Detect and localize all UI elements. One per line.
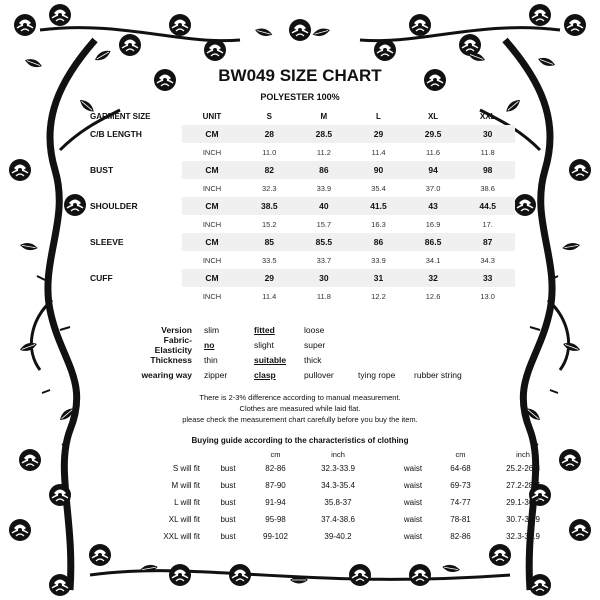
value-cell: 33.7	[316, 255, 332, 265]
guide-inch: 35.8-37	[324, 498, 352, 507]
value-cell: 87	[460, 233, 515, 251]
value-cell: 85	[242, 233, 297, 251]
table-row	[90, 197, 515, 215]
guide-inch: 39-40.2	[324, 532, 352, 541]
size-table-header	[90, 107, 515, 125]
value-cell: 41.5	[351, 197, 406, 215]
attribute-option: rubber string	[414, 369, 462, 380]
attribute-option-selected: suitable	[254, 354, 287, 365]
measure-label: SHOULDER	[90, 201, 138, 211]
unit-cell: INCH	[202, 219, 222, 229]
guide-cm: 64-68	[450, 464, 471, 473]
value-cell: 16.9	[425, 219, 441, 229]
note-line: Clothes are measured while laid flat.	[239, 404, 361, 413]
value-cell: 11.2	[316, 147, 331, 157]
value-cell: 11.0	[262, 147, 277, 157]
note-line: please check the measurement chart carefully before you buy the item.	[182, 415, 418, 424]
attribute-option: slight	[254, 339, 274, 350]
guide-inch: 37.4-38.6	[321, 515, 355, 524]
chart-title: BW049 SIZE CHART	[218, 66, 382, 85]
unit-cell: INCH	[202, 147, 222, 157]
value-cell: 37.0	[425, 183, 441, 193]
value-cell: 11.6	[426, 147, 441, 157]
guide-cm: 69-73	[450, 481, 471, 490]
value-cell: 98	[460, 161, 515, 179]
value-cell: 30	[460, 125, 515, 143]
guide-cm: 82-86	[265, 464, 286, 473]
value-cell: 12.2	[371, 291, 386, 301]
value-cell: 33.9	[371, 255, 386, 265]
attribute-thickness	[130, 352, 484, 367]
buying-guide-table	[140, 448, 558, 545]
table-row	[90, 251, 515, 269]
measure-label: BUST	[90, 165, 114, 175]
attribute-option: slim	[204, 324, 220, 335]
value-cell: 32	[406, 269, 461, 287]
value-cell: 33.9	[316, 183, 332, 193]
value-cell: 29.5	[406, 125, 461, 143]
guide-part: bust	[220, 498, 236, 507]
value-cell: 86	[297, 161, 352, 179]
attribute-option: thin	[204, 354, 218, 365]
guide-col-cm: cm	[270, 449, 281, 459]
unit-cell: CM	[182, 269, 242, 287]
guide-col-inch: inch	[331, 449, 345, 459]
guide-cm: 95-98	[265, 515, 286, 524]
table-row	[90, 179, 515, 197]
guide-part: bust	[220, 532, 236, 541]
guide-cm: 99-102	[263, 532, 288, 541]
table-row	[90, 161, 515, 179]
guide-size: L will fit	[174, 498, 200, 507]
col-header: GARMENT SIZE	[90, 111, 151, 121]
value-cell: 31	[351, 269, 406, 287]
guide-inch: 32.3-33.9	[506, 532, 540, 541]
guide-row	[140, 460, 558, 477]
guide-part: waist	[403, 481, 423, 490]
guide-col-cm: cm	[455, 449, 466, 459]
value-cell: 43	[406, 197, 461, 215]
measure-label: C/B LENGTH	[90, 129, 142, 139]
guide-inch: 25.2-26.8	[506, 464, 540, 473]
attribute-elasticity	[130, 334, 484, 355]
value-cell: 82	[242, 161, 297, 179]
table-row	[90, 125, 515, 143]
value-cell: 35.4	[371, 183, 386, 193]
unit-cell: CM	[182, 125, 242, 143]
guide-cm: 78-81	[450, 515, 471, 524]
value-cell: 28.5	[297, 125, 352, 143]
guide-inch: 34.3-35.4	[321, 481, 355, 490]
table-row	[90, 269, 515, 287]
value-cell: 28	[242, 125, 297, 143]
value-cell: 94	[406, 161, 461, 179]
value-cell: 85.5	[297, 233, 352, 251]
attribute-option-selected: fitted	[254, 324, 275, 335]
col-header: XXL	[479, 111, 496, 121]
guide-size: XXL will fit	[163, 532, 200, 541]
value-cell: 29	[242, 269, 297, 287]
guide-row	[140, 528, 558, 545]
value-cell: 15.7	[316, 219, 332, 229]
value-cell: 15.2	[261, 219, 277, 229]
guide-part: waist	[403, 515, 423, 524]
value-cell: 90	[351, 161, 406, 179]
unit-cell: INCH	[202, 291, 222, 301]
table-row	[90, 143, 515, 161]
guide-row	[140, 477, 558, 494]
col-header: UNIT	[202, 111, 222, 121]
value-cell: 44.5	[460, 197, 515, 215]
value-cell: 17.	[482, 219, 493, 229]
measure-label: SLEEVE	[90, 237, 124, 247]
value-cell: 40	[297, 197, 352, 215]
guide-size: M will fit	[171, 481, 200, 490]
guide-inch: 30.7-31.9	[506, 515, 540, 524]
value-cell: 38.5	[242, 197, 297, 215]
guide-cm: 82-86	[450, 532, 471, 541]
unit-cell: INCH	[202, 183, 222, 193]
attribute-option-selected: no	[204, 339, 215, 350]
attribute-option-selected: clasp	[254, 369, 276, 380]
unit-cell: INCH	[202, 255, 222, 265]
guide-cm: 87-90	[265, 481, 286, 490]
guide-part: bust	[220, 481, 236, 490]
guide-part: waist	[403, 464, 423, 473]
unit-cell: CM	[182, 197, 242, 215]
value-cell: 16.3	[371, 219, 386, 229]
table-row	[90, 215, 515, 233]
value-cell: 86	[351, 233, 406, 251]
attribute-label: Thickness	[150, 354, 192, 365]
garment-attributes	[130, 322, 484, 382]
measurement-notes	[0, 392, 600, 425]
guide-inch: 32.3-33.9	[321, 464, 355, 473]
attribute-option: thick	[304, 354, 322, 365]
value-cell: 32.3	[261, 183, 277, 193]
value-cell: 86.5	[406, 233, 461, 251]
attribute-option: zipper	[204, 369, 228, 380]
col-header: XL	[427, 111, 439, 121]
attribute-option: pullover	[304, 369, 334, 380]
unit-cell: CM	[182, 233, 242, 251]
guide-size: XL will fit	[168, 515, 200, 524]
attribute-option: super	[304, 339, 326, 350]
col-header: L	[376, 111, 381, 121]
guide-part: waist	[403, 532, 423, 541]
attribute-option: loose	[304, 324, 325, 335]
buying-guide-title: Buying guide according to the characteristics of clothing	[191, 436, 409, 445]
size-table	[90, 107, 515, 305]
attribute-label: Fabric-Elasticity	[154, 334, 192, 355]
guide-part: waist	[403, 498, 423, 507]
value-cell: 11.8	[480, 147, 495, 157]
value-cell: 11.4	[262, 291, 277, 301]
guide-size: S will fit	[172, 464, 200, 473]
value-cell: 33	[460, 269, 515, 287]
value-cell: 11.4	[371, 147, 386, 157]
table-row	[90, 287, 515, 305]
col-header: M	[320, 111, 328, 121]
guide-part: bust	[220, 464, 236, 473]
guide-inch: 29.1-30.3	[506, 498, 540, 507]
col-header: S	[266, 111, 272, 121]
guide-row	[140, 494, 558, 511]
table-row	[90, 233, 515, 251]
material-label: POLYESTER 100%	[260, 92, 340, 102]
measure-label: CUFF	[90, 273, 113, 283]
attribute-wearing-way	[130, 367, 484, 382]
value-cell: 38.6	[480, 183, 495, 193]
value-cell: 34.1	[425, 255, 441, 265]
note-line: There is 2-3% difference according to manual measurement.	[199, 393, 401, 402]
attribute-label: wearing way	[141, 369, 192, 380]
guide-cm: 91-94	[265, 498, 286, 507]
guide-row	[140, 511, 558, 528]
guide-cm: 74-77	[450, 498, 471, 507]
value-cell: 13.0	[480, 291, 495, 301]
value-cell: 33.5	[261, 255, 277, 265]
value-cell: 30	[297, 269, 352, 287]
value-cell: 34.3	[480, 255, 495, 265]
attribute-label: Version	[161, 324, 192, 335]
value-cell: 11.8	[316, 291, 331, 301]
unit-cell: CM	[182, 161, 242, 179]
guide-col-inch: inch	[516, 449, 530, 459]
guide-part: bust	[220, 515, 236, 524]
value-cell: 29	[351, 125, 406, 143]
attribute-option: tying rope	[358, 369, 396, 380]
guide-header	[140, 448, 558, 460]
value-cell: 12.6	[425, 291, 441, 301]
guide-inch: 27.2-28.7	[506, 481, 540, 490]
